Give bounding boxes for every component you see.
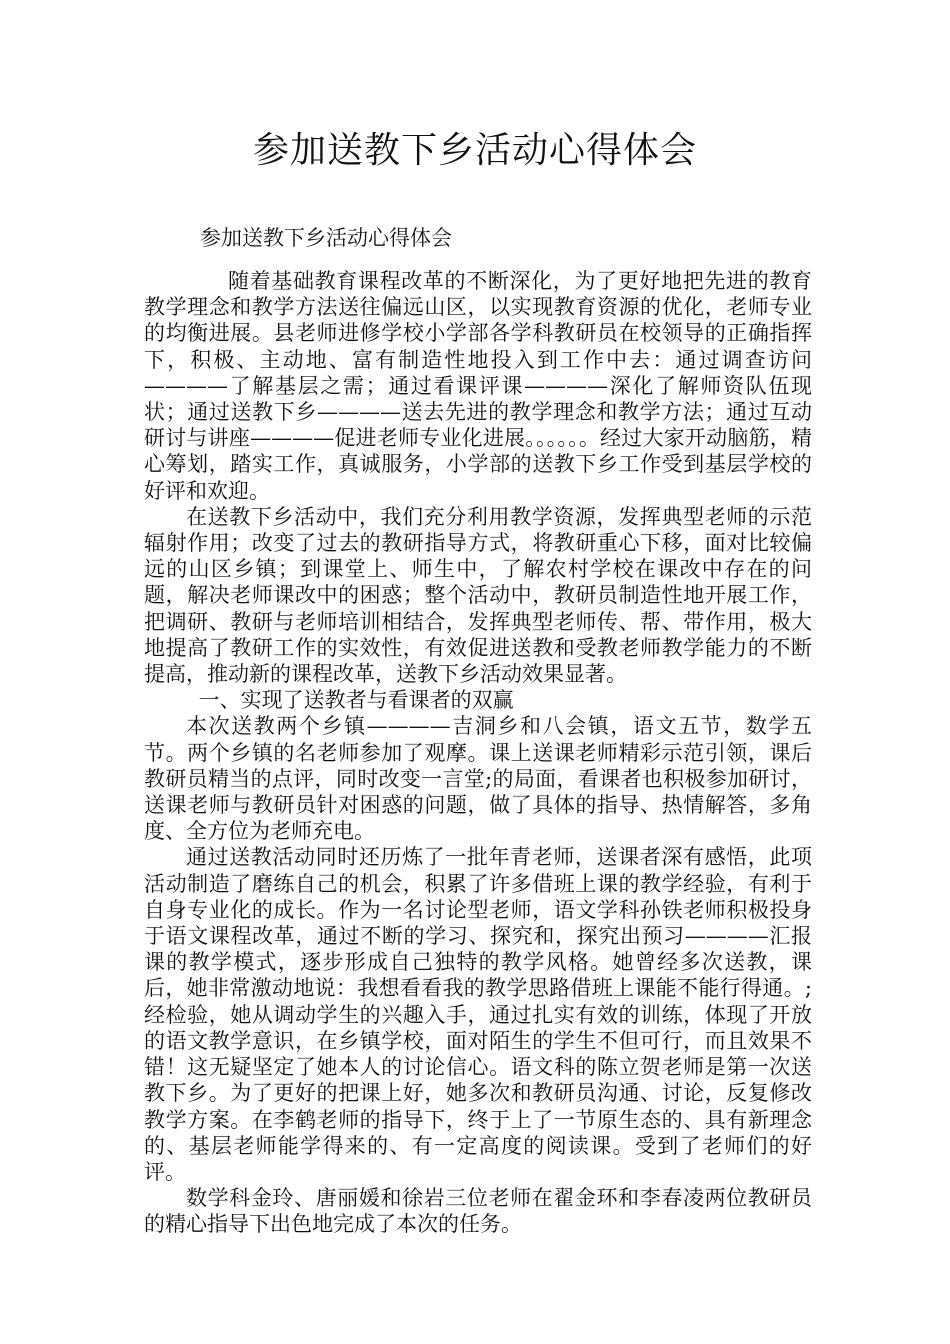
document-title: 参加送教下乡活动心得体会 (252, 130, 697, 171)
paragraph-activity: 在送教下乡活动中，我们充分利用教学资源，发挥典型老师的示范辐射作用；改变了过去的教研指导方式，将教研重心下移，面对比较偏远的山区乡镇；到课堂上、师生中，了解农村学校在课改中存在的问题，解决老师课改中的困惑；整个活动中，教研员制造性地开展工作，把调研、教研与老师培训相结合，发挥典型老师传、帮、带作用，极大地提高了教研工作的实效性，有效促进送教和受教老师教学能力的不断提高，推动新的课程改革，送教下乡活动效果显著。 (144, 504, 812, 687)
document-body (144, 268, 812, 1238)
paragraph-teachers: 通过送教活动同时还历炼了一批年青老师，送课者深有感悟，此项活动制造了磨练自己的机会，积累了许多借班上课的教学经验，有利于自身专业化的成长。作为一名讨论型老师，语文学科孙铁老师积极投身于语文课程改革，通过不断的学习、探究和，探究出预习————汇报课的教学模式，逐步形成自己独特的教学风格。她曾经多次送教，课后，她非常激动地说：我想看看我的教学思路借班上课能不能行得通。;经检验，她从调动学生的兴趣入手，通过扎实有效的训练，体现了开放的语文教学意识，在乡镇学校，面对陌生的学生不但可行，而且效果不错！这无疑坚定了她本人的讨论信心。语文科的陈立贺老师是第一次送教下乡。为了更好的把课上好，她多次和教研员沟通、讨论，反复修改教学方案。在李鹤老师的指导下，终于上了一节原生态的、具有新理念的、基层老师能学得来的、有一定高度的阅读课。受到了老师们的好评。 (144, 845, 812, 1184)
paragraph-intro: 随着基础教育课程改革的不断深化，为了更好地把先进的教育教学理念和教学方法送往偏远山区，以实现教育资源的优化，老师专业的均衡进展。县老师进修学校小学部各学科教研员在校领导的正确指挥下，积极、主动地、富有制造性地投入到工作中去：通过调查访问————了解基层之需；通过看课评课————深化了解师资队伍现状；通过送教下乡————送去先进的教学理念和教学方法；通过互动研讨与讲座————促进老师专业化进展。。。。。。经过大家开动脑筋，精心筹划，踏实工作，真诚服务，小学部的送教下乡工作受到基层学校的好评和欢迎。 (144, 269, 812, 503)
paragraph-math: 数学科金玲、唐丽媛和徐岩三位老师在翟金环和李春凌两位教研员的精心指导下出色地完成了本次的任务。 (144, 1186, 812, 1237)
paragraph-visits: 本次送教两个乡镇————吉洞乡和八会镇，语文五节，数学五节。两个乡镇的名老师参加了观摩。课上送课老师精彩示范引领，课后教研员精当的点评，同时改变一言堂;的局面，看课者也积极参加研讨，送课老师与教研员针对困惑的问题，做了具体的指导、热情解答，多角度、全方位为老师充电。 (144, 714, 812, 844)
document-subtitle: 参加送教下乡活动心得体会 (200, 226, 452, 250)
section-heading: 一、实现了送教者与看课者的双赢 (198, 688, 514, 713)
